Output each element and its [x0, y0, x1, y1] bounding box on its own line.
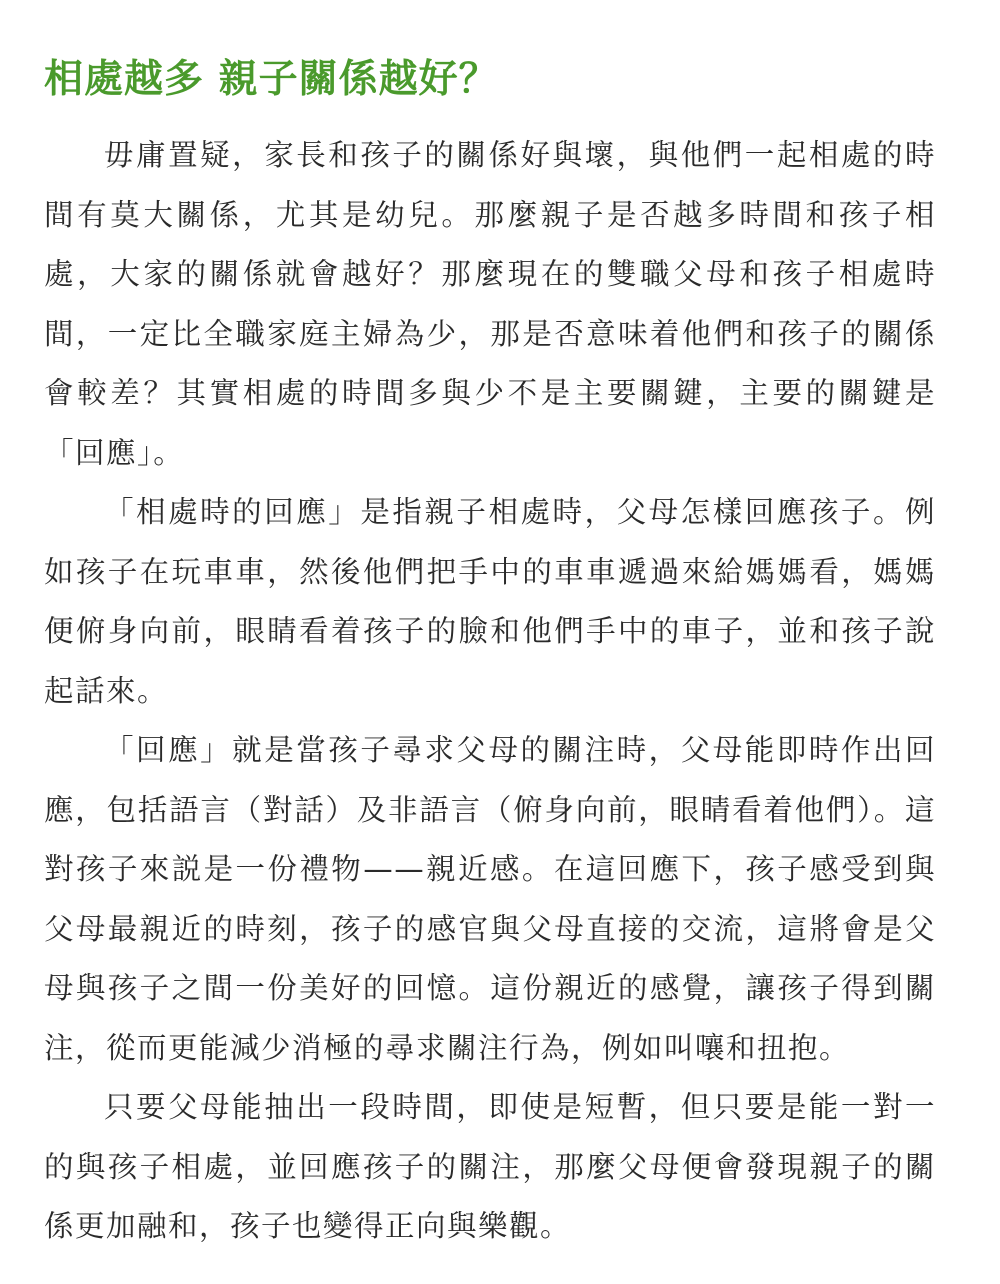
article-title: 相處越多 親子關係越好？ — [44, 57, 499, 102]
paragraph-2: 「相處時的回應」是指親子相處時，父母怎樣回應孩子。例如孩子在玩車車，然後他們把手中的車車遞過來給媽媽看，媽媽便俯身向前，眼睛看着孩子的臉和他們手中的車子，並和孩子說起話來。 — [44, 495, 936, 708]
paragraph-3: 「回應」就是當孩子尋求父母的關注時，父母能即時作出回應，包括語言（對話）及非語言（俯身向前，眼睛看着他們）。這對孩子來説是一份禮物——親近感。在這回應下，孩子感受到與父母最親近的時刻，孩子的感官與父母直接的交流，這將會是父母與孩子之間一份美好的回憶。這份親近的感覺，讓孩子得到關注，從而更能減少消極的尋求關注行為，例如叫嚷和扭抱。 — [44, 733, 936, 1065]
paragraph-4: 只要父母能抽出一段時間，即使是短暫，但只要是能一對一的與孩子相處，並回應孩子的關注，那麼父母便會發現親子的關係更加融和，孩子也變得正向與樂觀。 — [44, 1090, 936, 1243]
paragraph-1: 毋庸置疑，家長和孩子的關係好與壞，與他們一起相處的時間有莫大關係，尤其是幼兒。那麼親子是否越多時間和孩子相處，大家的關係就會越好？那麼現在的雙職父母和孩子相處時間，一定比全職家庭主婦為少，那是否意味着他們和孩子的關係會較差？其實相處的時間多與少不是主要關鍵，主要的關鍵是「回應」。 — [44, 138, 936, 470]
